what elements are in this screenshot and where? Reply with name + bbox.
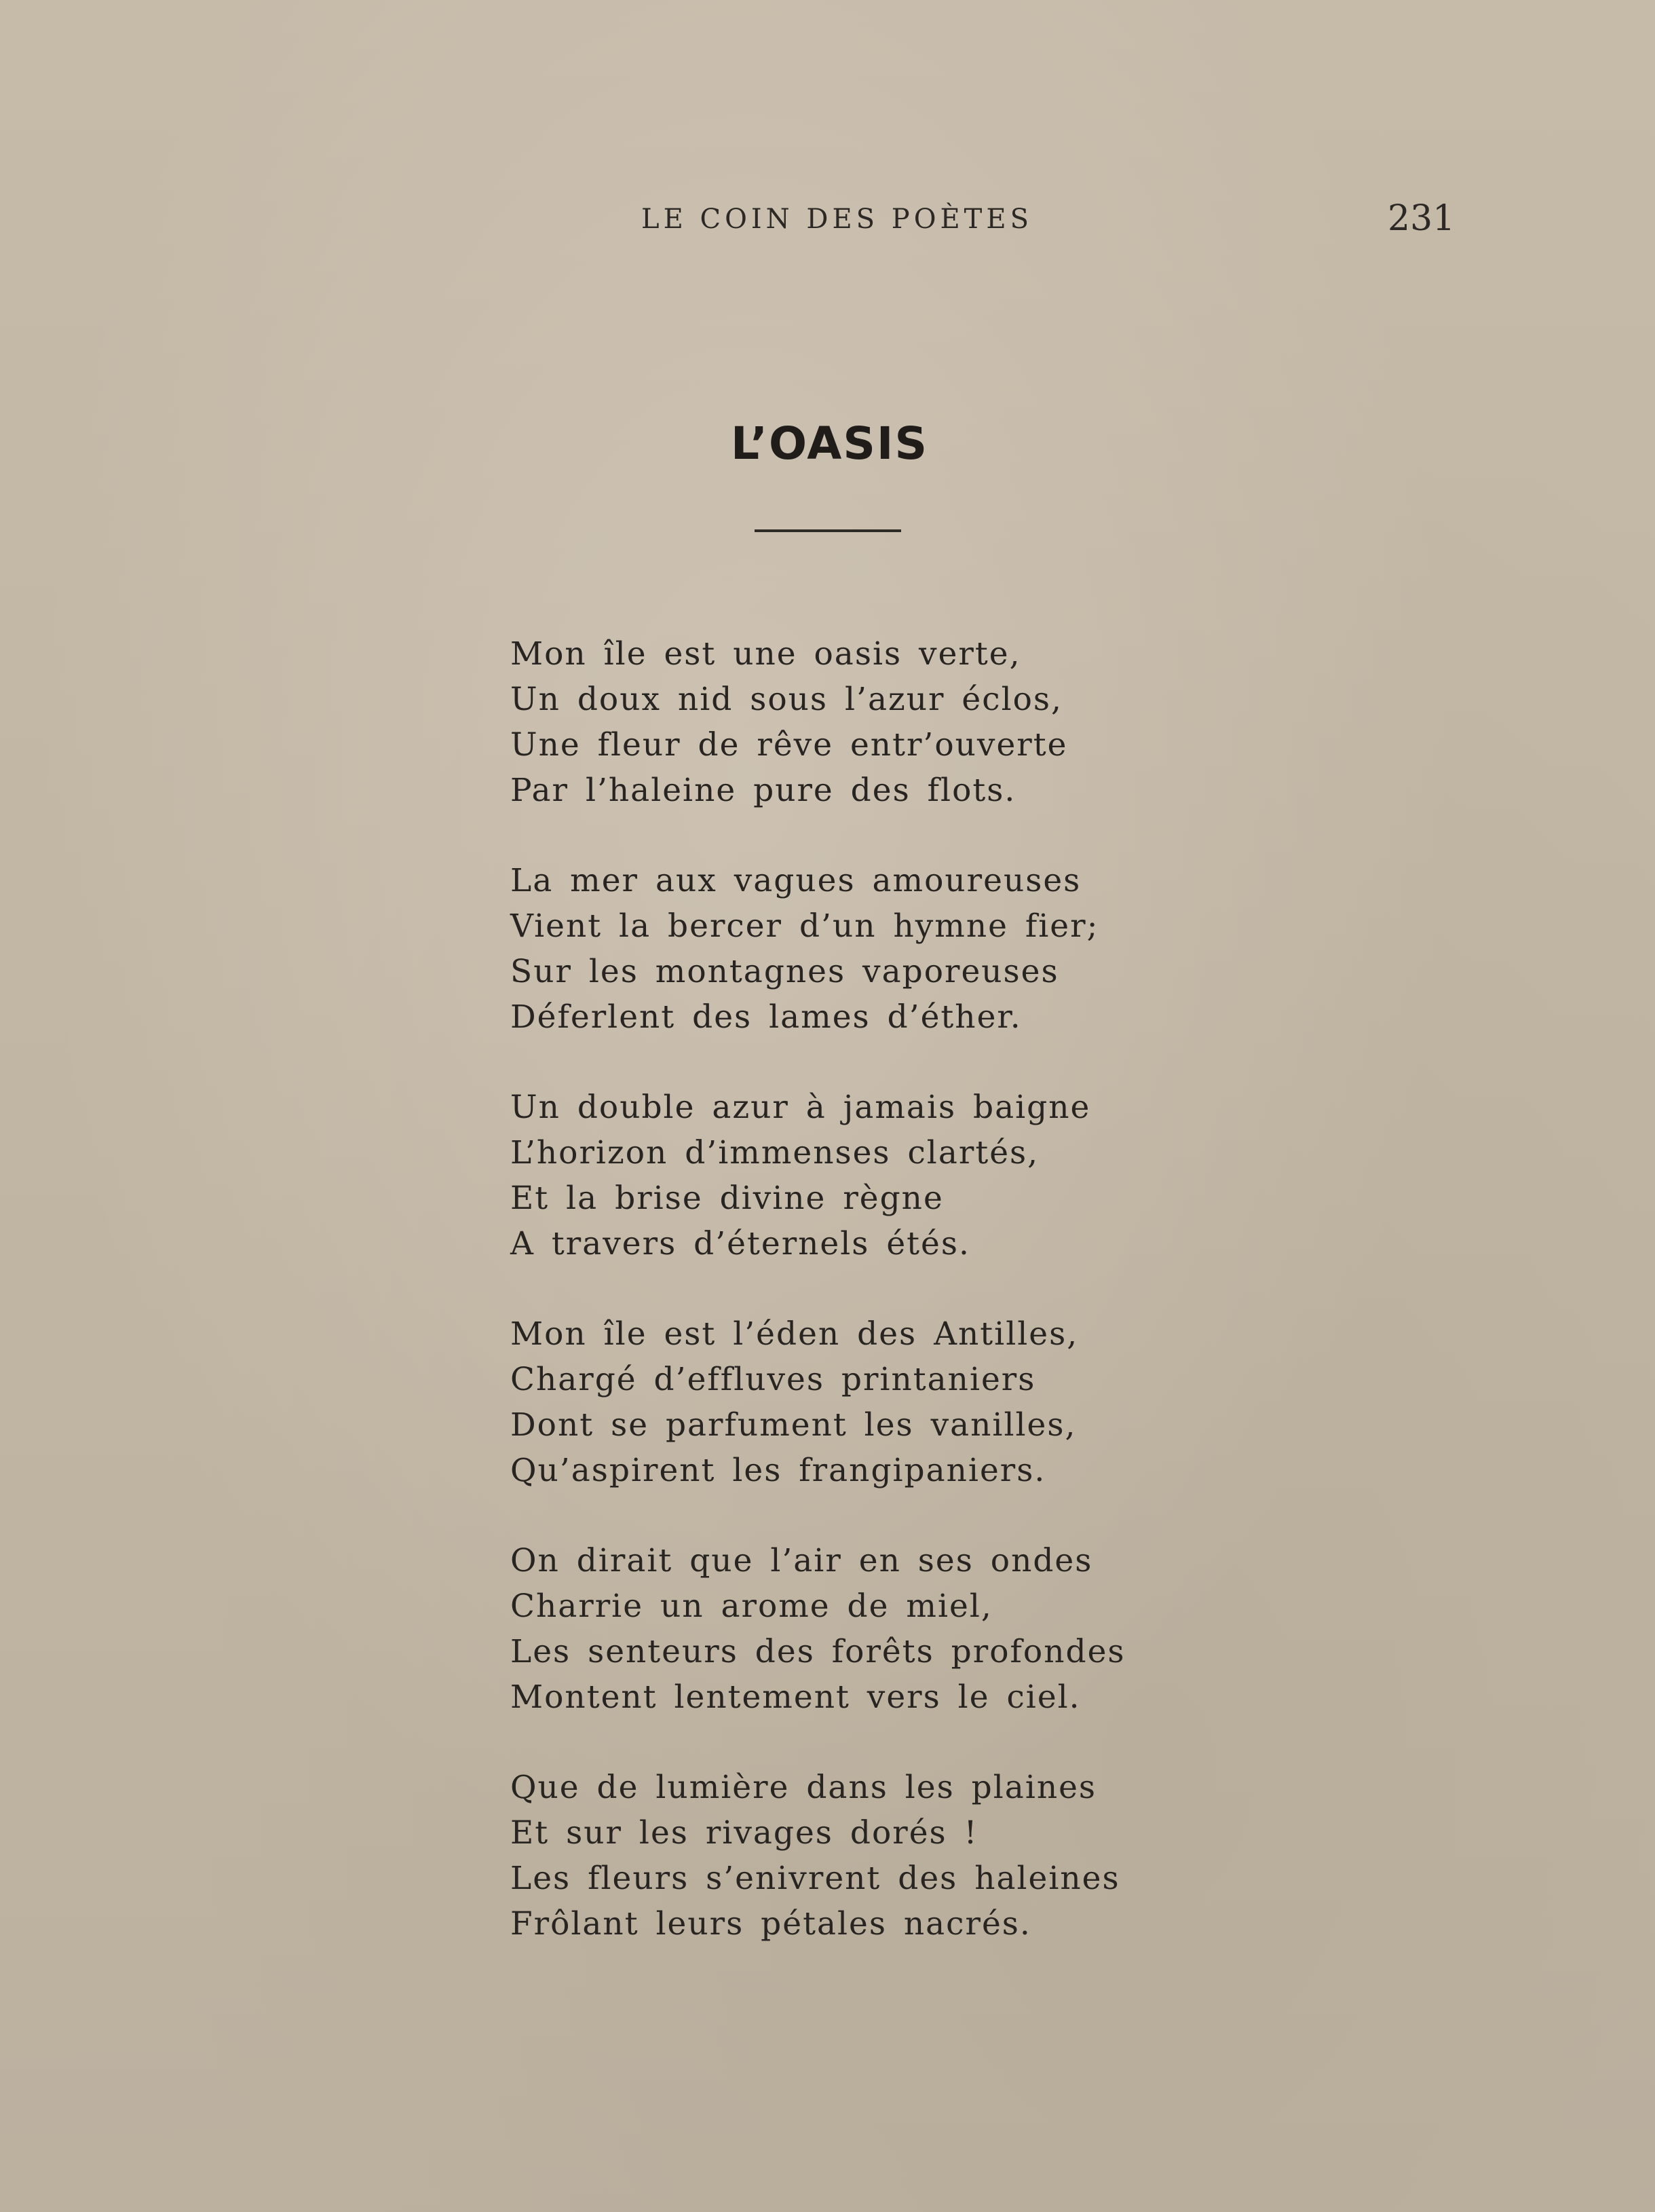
stanza-1 — [510, 631, 1189, 813]
poem-line: Un double azur à jamais baigne — [510, 1089, 1091, 1126]
poem-line: Et la brise divine règne — [510, 1180, 944, 1217]
poem-line: Mon île est l’éden des Antilles, — [510, 1315, 1079, 1353]
poem-line: Qu’aspirent les frangipaniers. — [510, 1452, 1046, 1489]
stanza-2 — [510, 858, 1189, 1040]
poem-line: Frôlant leurs pétales nacrés. — [510, 1905, 1031, 1943]
poem-line: Chargé d’effluves printaniers — [510, 1361, 1036, 1398]
poem-body — [510, 631, 1189, 1991]
poem-line: La mer aux vagues amoureuses — [510, 862, 1082, 899]
poem-line: Déferlent des lames d’éther. — [510, 998, 1022, 1036]
poem-line: Que de lumière dans les plaines — [510, 1769, 1097, 1806]
poem-line: Par l’haleine pure des flots. — [510, 772, 1016, 809]
poem-line: L’horizon d’immenses clartés, — [510, 1134, 1040, 1171]
poem-line: On dirait que l’air en ses ondes — [510, 1542, 1093, 1579]
poem-line: Un doux nid sous l’azur éclos, — [510, 681, 1063, 718]
running-head: LE COIN DES POÈTES — [641, 204, 1033, 235]
page-number: 231 — [1388, 198, 1456, 239]
poem-line: Montent lentement vers le ciel. — [510, 1679, 1081, 1716]
poem-line: Vient la bercer d’un hymne fier; — [510, 907, 1099, 945]
poem-line: A travers d’éternels étés. — [510, 1225, 970, 1262]
stanza-6 — [510, 1765, 1189, 1947]
poem-line: Sur les montagnes vaporeuses — [510, 953, 1059, 990]
poem-line: Mon île est une oasis verte, — [510, 635, 1021, 673]
poem-title: L’OASIS — [731, 417, 928, 470]
poem-line: Les senteurs des forêts profondes — [510, 1633, 1126, 1670]
poem-line: Charrie un arome de miel, — [510, 1588, 993, 1625]
stanza-4 — [510, 1311, 1189, 1493]
title-rule — [755, 529, 901, 532]
poem-line: Et sur les rivages dorés ! — [510, 1814, 978, 1852]
poem-line: Dont se parfument les vanilles, — [510, 1406, 1077, 1444]
stanza-3 — [510, 1085, 1189, 1267]
stanza-5 — [510, 1538, 1189, 1720]
poem-line: Une fleur de rêve entr’ouverte — [510, 726, 1068, 764]
poem-line: Les fleurs s’enivrent des haleines — [510, 1860, 1120, 1897]
